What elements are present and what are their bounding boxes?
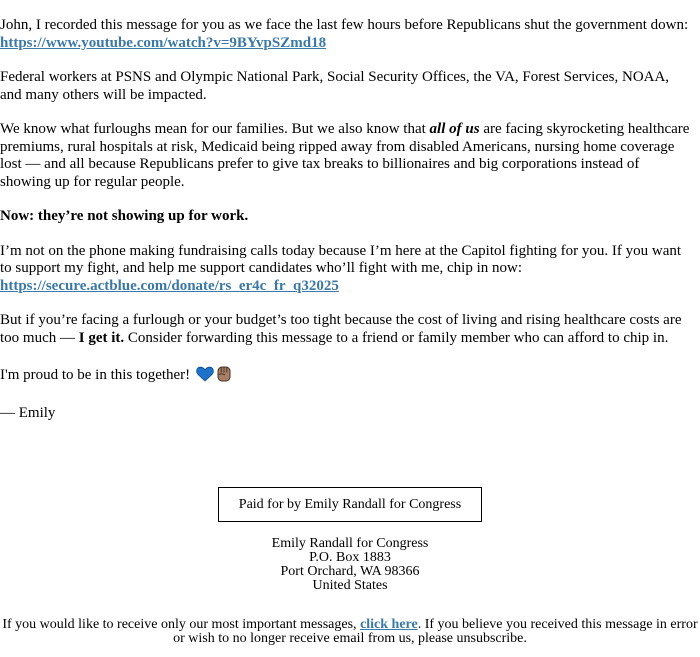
mailing-address [0,537,700,593]
click-here-link[interactable]: click here [360,617,418,632]
address-line: United States [312,578,388,593]
paragraph-not-showing-up: Now: they’re not showing up for work. [0,208,249,224]
address-line: P.O. Box 1883 [309,550,391,565]
paragraph-federal-workers: Federal workers at PSNS and Olympic National Park, Social Security Offices, the VA, Forest Services, NOAA, and many others will be impacted. [0,69,670,103]
paid-for-disclaimer: Paid for by Emily Randall for Congress [218,487,482,522]
emphasis-all-of-us: all of us [429,121,480,137]
paragraph-furlough-budget: But if you’re facing a furlough or your budget’s too tight because the cost of living and rising healthcare costs are too much — I get it. Consider forwarding this message to a friend or family member who can afford to chip in. [0,312,682,346]
paragraph-recorded-message: John, I recorded this message for you as we face the last few hours before Republicans shut the government down: https://www.youtube.com/watch?v=9BYvpSZmd18 [0,17,689,51]
paragraph-capitol: I’m not on the phone making fundraising calls today because I’m here at the Capitol fighting for you. If you want to support my fight, and help me support candidates who’ll fight with me, chip in now: https://secure.actblue.com/donate/rs_er4c_fr_q32025 [0,242,682,294]
paragraph-proud: I'm proud to be in this together! [0,364,692,388]
address-line: Emily Randall for Congress [271,536,429,551]
blue-heart-icon [196,366,214,388]
subscription-note: If you would like to receive only our most important messages, click here. If you believe you received this message in error or wish to no longer receive email from us, please unsubscribe. [2,617,698,646]
signature: — Emily [0,404,56,421]
email-body [0,17,692,439]
address-line: Port Orchard, WA 98366 [280,564,420,579]
actblue-donate-link[interactable]: https://secure.actblue.com/donate/rs_er4c_fr_q32025 [0,277,339,294]
paragraph-furloughs: We know what furloughs mean for our families. But we also know that all of us are facing skyrocketing healthcare premiums, rural hospitals at risk, Medicaid being ripped away from disabled Americans, nursing home coverage lost — and all because Republicans prefer to give tax breaks to billionaires and big corporations instead of showing up for regular people. [0,121,690,190]
raised-fist-icon [216,364,232,388]
youtube-link[interactable]: https://www.youtube.com/watch?v=9BYvpSZmd18 [0,34,327,51]
